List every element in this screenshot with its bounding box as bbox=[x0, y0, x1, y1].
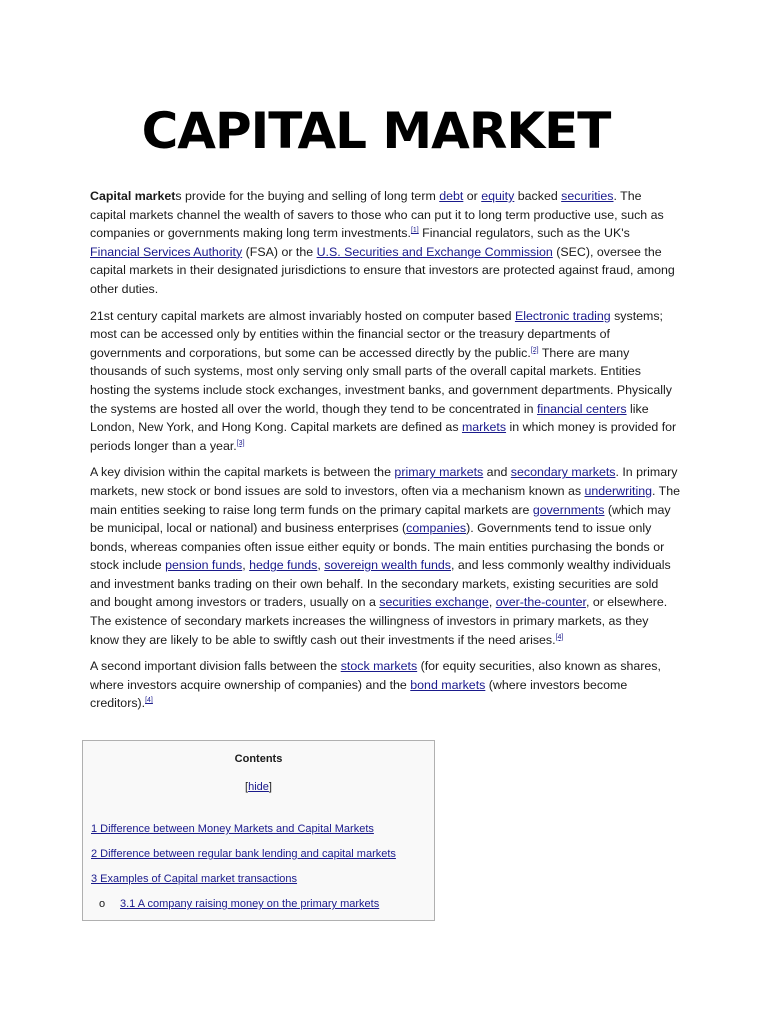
toc-sub-bullet: o bbox=[99, 898, 106, 910]
paragraph-electronic-trading bbox=[90, 307, 680, 456]
text: , and less commonly wealthy individuals and investment banks trading on their own behalf. In the secondary markets, existing securities are sold and bought among investors or traders, usually on a bbox=[90, 558, 671, 610]
link-markets[interactable]: markets bbox=[461, 420, 507, 435]
text: (where investors become creditors). bbox=[90, 677, 628, 711]
text: like London, New York, and Hong Kong. Capital markets are defined as bbox=[90, 401, 649, 435]
text: and bbox=[483, 465, 511, 480]
text: , or elsewhere. The existence of secondary markets increases the willingness of investors in primary markets, as they know they are likely to be able to swiftly cash out their investments if the need arises. bbox=[90, 595, 668, 647]
toc-hide-link[interactable]: hide bbox=[248, 781, 269, 793]
toc-hide-toggle bbox=[83, 781, 434, 793]
link-securities-exchange[interactable]: securities exchange bbox=[379, 595, 489, 610]
toc-item-3[interactable]: 3 Examples of Capital market transactions bbox=[91, 873, 298, 885]
text: (for equity securities, also known as shares, where investors acquire ownership of companies) and the bbox=[90, 659, 661, 692]
link-equity[interactable]: equity bbox=[481, 189, 515, 203]
page-title: CAPITAL MARKET bbox=[141, 102, 611, 160]
link-stock-markets[interactable]: stock markets bbox=[340, 659, 418, 674]
text: (SEC), oversee the capital markets in their designated jurisdictions to ensure that investors are protected against fraud, among other duties. bbox=[90, 244, 675, 296]
citation-1[interactable]: [1] bbox=[410, 227, 419, 235]
text: (FSA) or the bbox=[242, 244, 317, 259]
citation-4b[interactable]: [4] bbox=[145, 697, 153, 705]
text: , bbox=[488, 595, 496, 610]
text: . In primary markets, new stock or bond issues are sold to investors, often via a mechanism known as bbox=[90, 465, 678, 498]
toc-item-2[interactable]: 2 Difference between regular bank lending and capital markets bbox=[91, 848, 396, 860]
text: 21st century capital markets are almost invariably hosted on computer based bbox=[90, 308, 515, 323]
toc-item-1[interactable]: 1 Difference between Money Markets and Capital Markets bbox=[91, 823, 374, 835]
text: There are many thousands of such systems, most only serving only small parts of the overall capital markets. Entities hosting the systems include stock exchanges, investment banks, and government departments. Physically the systems are hosted all over the world, though they tend to be concentrated in bbox=[90, 345, 672, 416]
link-underwriting[interactable]: underwriting bbox=[584, 483, 652, 498]
link-financial-centers[interactable]: financial centers bbox=[537, 401, 627, 416]
text: ). Governments tend to issue only bonds, whereas companies often issue either equity or bonds. The main entities purchasing the bonds or stock include bbox=[90, 521, 665, 573]
link-fsa[interactable]: Financial Services Authority bbox=[90, 244, 243, 259]
link-hedge-funds[interactable]: hedge funds bbox=[249, 558, 318, 573]
term-capital-market: Capital market bbox=[90, 189, 176, 203]
citation-4[interactable]: [4] bbox=[555, 633, 564, 641]
link-over-the-counter[interactable]: over-the-counter bbox=[495, 595, 586, 610]
text: s provide for the buying and selling of long term bbox=[175, 189, 440, 203]
link-bond-markets[interactable]: bond markets bbox=[410, 677, 486, 692]
link-sec[interactable]: U.S. Securities and Exchange Commission bbox=[316, 244, 553, 259]
bracket: ] bbox=[268, 781, 272, 793]
toc-item-3-1[interactable]: 3.1 A company raising money on the primary markets bbox=[120, 898, 380, 910]
link-primary-markets[interactable]: primary markets bbox=[394, 465, 484, 480]
citation-3[interactable]: [3] bbox=[236, 439, 245, 447]
paragraph-intro bbox=[90, 187, 680, 299]
link-pension-funds[interactable]: pension funds bbox=[165, 558, 243, 573]
text: systems; most can be accessed only by entities within the financial sector or the treasury departments of governments and corporations, but some can be accessed directly by the public. bbox=[90, 308, 663, 360]
text: or bbox=[463, 189, 482, 203]
text: A second important division falls between the bbox=[90, 659, 341, 674]
text: Financial regulators, such as the UK's bbox=[418, 226, 630, 241]
text: , bbox=[242, 558, 250, 573]
link-companies[interactable]: companies bbox=[406, 521, 467, 536]
text: (which may be municipal, local or national) and business enterprises ( bbox=[90, 502, 671, 536]
text: , bbox=[317, 558, 325, 573]
link-governments[interactable]: governments bbox=[532, 502, 605, 517]
link-debt[interactable]: debt bbox=[439, 189, 464, 203]
citation-2[interactable]: [2] bbox=[530, 346, 539, 354]
link-electronic-trading[interactable]: Electronic trading bbox=[514, 308, 611, 323]
text: backed bbox=[514, 189, 562, 203]
table-of-contents bbox=[82, 740, 435, 921]
link-secondary-markets[interactable]: secondary markets bbox=[510, 465, 616, 480]
article-body bbox=[90, 187, 680, 721]
text: in which money is provided for periods longer than a year. bbox=[90, 420, 677, 453]
paragraph-stock-bond bbox=[90, 657, 680, 713]
toc-title: Contents bbox=[234, 753, 283, 765]
text: . The main entities seeking to raise long term funds on the primary capital markets are bbox=[90, 483, 680, 517]
text: A key division within the capital markets is between the bbox=[90, 465, 395, 480]
paragraph-primary-secondary bbox=[90, 463, 680, 649]
link-securities[interactable]: securities bbox=[561, 189, 614, 203]
bracket: [ bbox=[245, 781, 249, 793]
link-sovereign-wealth-funds[interactable]: sovereign wealth funds bbox=[324, 558, 451, 573]
text: . The capital markets channel the wealth of savers to those who can put it to long term productive use, such as companies or governments making long term investments. bbox=[90, 189, 664, 241]
